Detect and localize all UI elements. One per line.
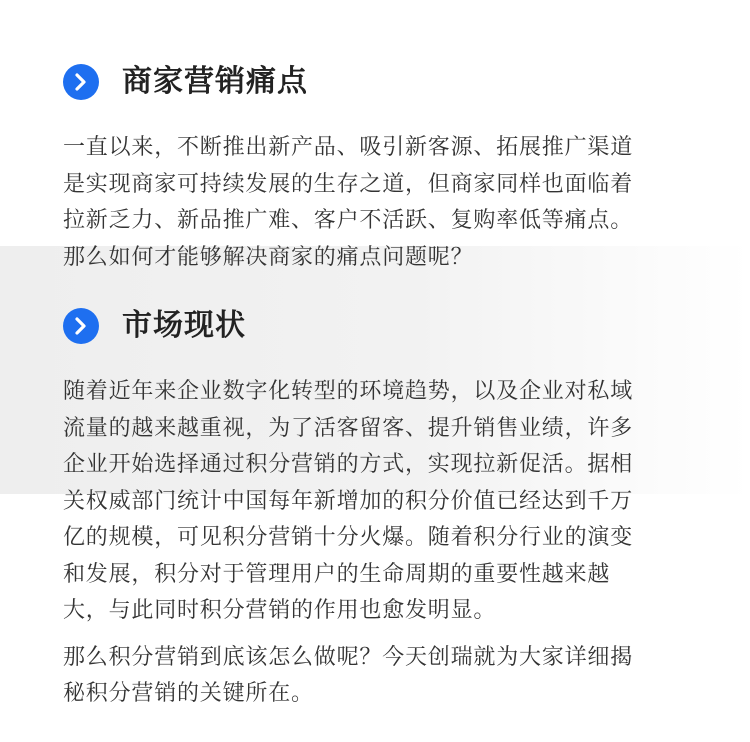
paragraph-line: 一直以来，不断推出新产品、吸引新客源、拓展推广渠道 (63, 135, 634, 160)
paragraph-line: 和发展，积分对于管理用户的生命周期的重要性越来越 (63, 561, 611, 587)
paragraph (63, 640, 693, 713)
chevron-right-icon (73, 317, 89, 335)
paragraph-line: 关权威部门统计中国每年新增加的积分价值已经达到千万 (63, 488, 634, 514)
paragraph-line: 随着近年来企业数字化转型的环境趋势，以及企业对私域 (63, 379, 634, 404)
section-merchant-pain-points (63, 62, 693, 276)
chevron-right-circle-icon (63, 308, 99, 344)
paragraph-line: 拉新乏力、新品推广难、客户不活跃、复购率低等痛点。 (63, 208, 634, 233)
paragraph-line: 流量的越来越重视，为了活客留客、提升销售业绩，许多 (63, 415, 634, 441)
paragraph (63, 130, 693, 276)
paragraph-line: 是实现商家可持续发展的生存之道，但商家同样也面临着 (63, 171, 634, 197)
paragraph-line: 大，与此同时积分营销的作用也愈发明显。 (63, 598, 497, 623)
section-heading (63, 62, 693, 102)
section-title: 市场现状 (122, 308, 246, 343)
paragraph-line: 秘积分营销的关键所在。 (63, 681, 314, 706)
paragraph-line: 企业开始选择通过积分营销的方式，实现拉新促活。据相 (63, 452, 634, 477)
chevron-right-circle-icon (63, 64, 99, 100)
paragraph (63, 374, 693, 630)
section-market-status (63, 306, 693, 713)
paragraph-line: 那么如何才能够解决商家的痛点问题呢？ (63, 244, 474, 270)
chevron-right-icon (73, 73, 89, 91)
section-title: 商家营销痛点 (122, 64, 308, 99)
paragraph-line: 亿的规模，可见积分营销十分火爆。随着积分行业的演变 (63, 525, 634, 550)
paragraph-line: 那么积分营销到底该怎么做呢？今天创瑞就为大家详细揭 (63, 644, 634, 670)
section-heading (63, 306, 693, 346)
